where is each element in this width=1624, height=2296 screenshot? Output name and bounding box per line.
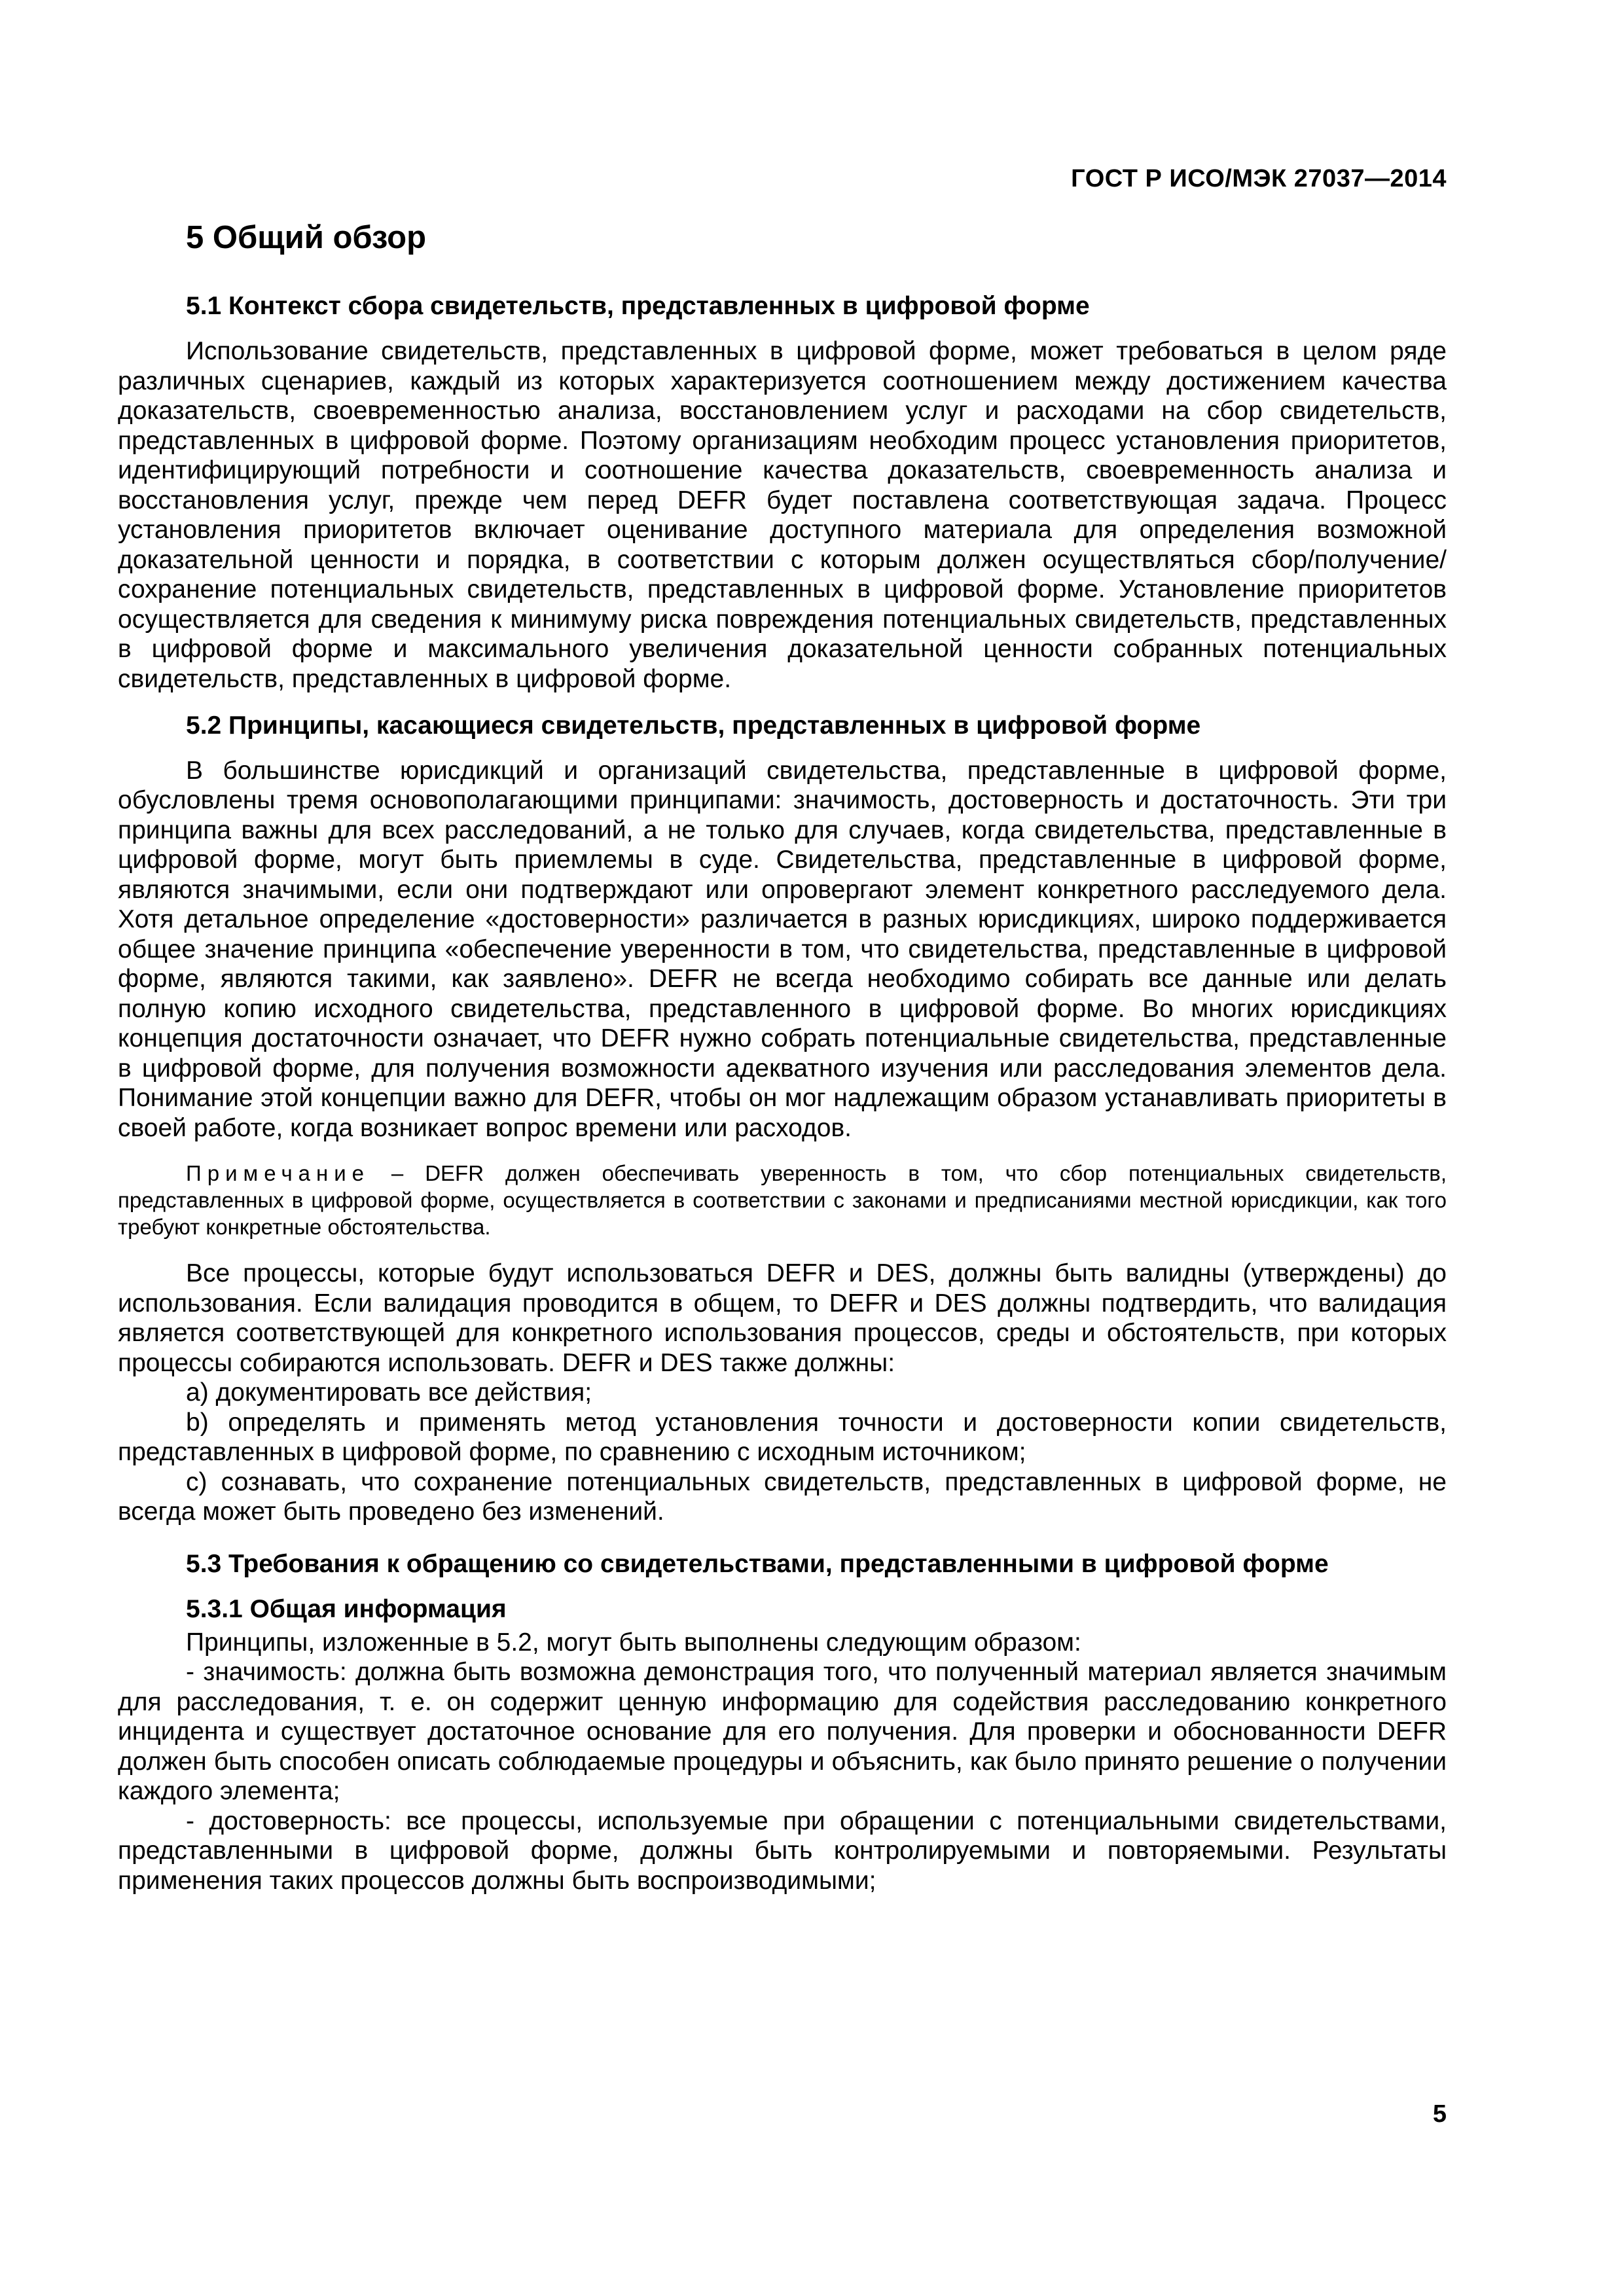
document-standard-header: ГОСТ Р ИСО/МЭК 27037—2014 (1071, 165, 1447, 192)
list-item-c: c) сознавать, что сохранение потенциальных свидетельств, представленных в цифровой форме, не всегда может быть проведено без изменений. (118, 1467, 1447, 1526)
list-item-relevance: - значимость: должна быть возможна демонстрация того, что полученный материал является значимым для расследования, т. е. он содержит ценную информацию для содействия расследованию конкретного инцидента и существует достаточное основание для его получения. Для проверки и обоснованности DEFR должен быть способен описать соблюдаемые процедуры и объяснить, как было принято решение о получении каждого элемента; (118, 1658, 1447, 1806)
list-item-b: b) определять и применять метод установления точности и достоверности копии свидетельств, представленных в цифровой форме, по сравнению с исходным источником; (118, 1408, 1447, 1467)
page-number: 5 (1432, 2100, 1447, 2128)
section-5-3-title: 5.3 Требования к обращению со свидетельствами, представленными в цифровой форме (186, 1549, 1329, 1578)
note-text: – DEFR должен обеспечивать уверенность в том, что сбор потенциальных свидетельств, представленных в цифровой форме, осуществляется в соответствии с законами и предписаниями местной юрисдикции, как того требуют конкретные обстоятельства. (118, 1161, 1447, 1240)
note-paragraph (118, 1160, 1447, 1240)
list-item-a: a) документировать все действия; (186, 1378, 592, 1407)
list-item-reliability: - достоверность: все процессы, используемые при обращении с потенциальными свидетельствами, представленными в цифровой форме, должны быть контролируемыми и повторяемыми. Результаты применения таких процессов должны быть воспроизводимыми; (118, 1806, 1447, 1895)
page-content (118, 219, 1447, 1895)
section-5-3-1-intro: Принципы, изложенные в 5.2, могут быть выполнены следующим образом: (186, 1628, 1081, 1657)
section-5-2-paragraph-2: Все процессы, которые будут использоваться DEFR и DES, должны быть валидны (утверждены) до использования. Если валидация проводится в общем, то DEFR и DES должны подтвердить, что валидация является соответствующей для конкретного использования процессов, среды и обстоятельств, при которых процессы собираются использовать. DEFR и DES также должны: (118, 1259, 1447, 1377)
note-label: Примечание (186, 1161, 370, 1186)
section-5-3-1-title: 5.3.1 Общая информация (186, 1594, 507, 1623)
section-5-title: 5 Общий обзор (186, 220, 426, 255)
section-5-2-paragraph: В большинстве юрисдикций и организаций свидетельства, представленные в цифровой форме, обусловлены тремя основополагающими принципами: значимость, достоверность и достаточность. Эти три принципа важны для всех расследований, а не только для случаев, когда свидетельства, представленные в цифровой форме, могут быть приемлемы в суде. Свидетельства, представленные в цифровой форме, являются значимыми, если они подтверждают или опровергают элемент конкретного расследуемого дела. Хотя детальное определение «достоверности» различается в разных юрисдикциях, широко поддерживается общее значение принципа «обеспечение уверенности в том, что свидетельства, представленные в цифровой форме, являются такими, как заявлено». DEFR не всегда необходимо собирать все данные или делать полную копию исходного свидетельства, представленного в цифровой форме. Во многих юрисдикциях концепция достаточности означает, что DEFR нужно собрать потенциальные свидетельства, представленные в цифровой форме, для получения возможности адекватного изучения или расследования элементов дела. Понимание этой концепции важно для DEFR, чтобы он мог надлежащим образом устанавливать приоритеты в своей работе, когда возникает вопрос времени или расходов. (118, 756, 1447, 1142)
section-5-2-title: 5.2 Принципы, касающиеся свидетельств, представленных в цифровой форме (186, 711, 1201, 740)
section-5-1-paragraph: Использование свидетельств, представленных в цифровой форме, может требоваться в целом ряде различных сценариев, каждый из которых характеризуется соотношением между достижением качества доказательств, своевременностью анализа, восстановлением услуг и расходами на сбор свидетельств, представленных в цифровой форме. Поэтому организациям необходим процесс установления приоритетов, идентифицирующий потребности и соотношение качества доказательств, своевременность анализа и восстановления услуг, прежде чем перед DEFR будет поставлена соответствующая задача. Процесс установления приоритетов включает оценивание доступного материала для определения возможной доказательной ценности и порядка, в соответствии с которым должен осуществляться сбор/получение/сохранение потенциальных свидетельств, представленных в цифровой форме. Установление приоритетов осуществляется для сведения к минимуму риска повреждения потенциальных свидетельств, представленных в цифровой форме и максимального увеличения доказательной ценности собранных потенциальных свидетельств, представленных в цифровой форме. (118, 337, 1447, 693)
section-5-1-title: 5.1 Контекст сбора свидетельств, представленных в цифровой форме (186, 292, 1090, 321)
